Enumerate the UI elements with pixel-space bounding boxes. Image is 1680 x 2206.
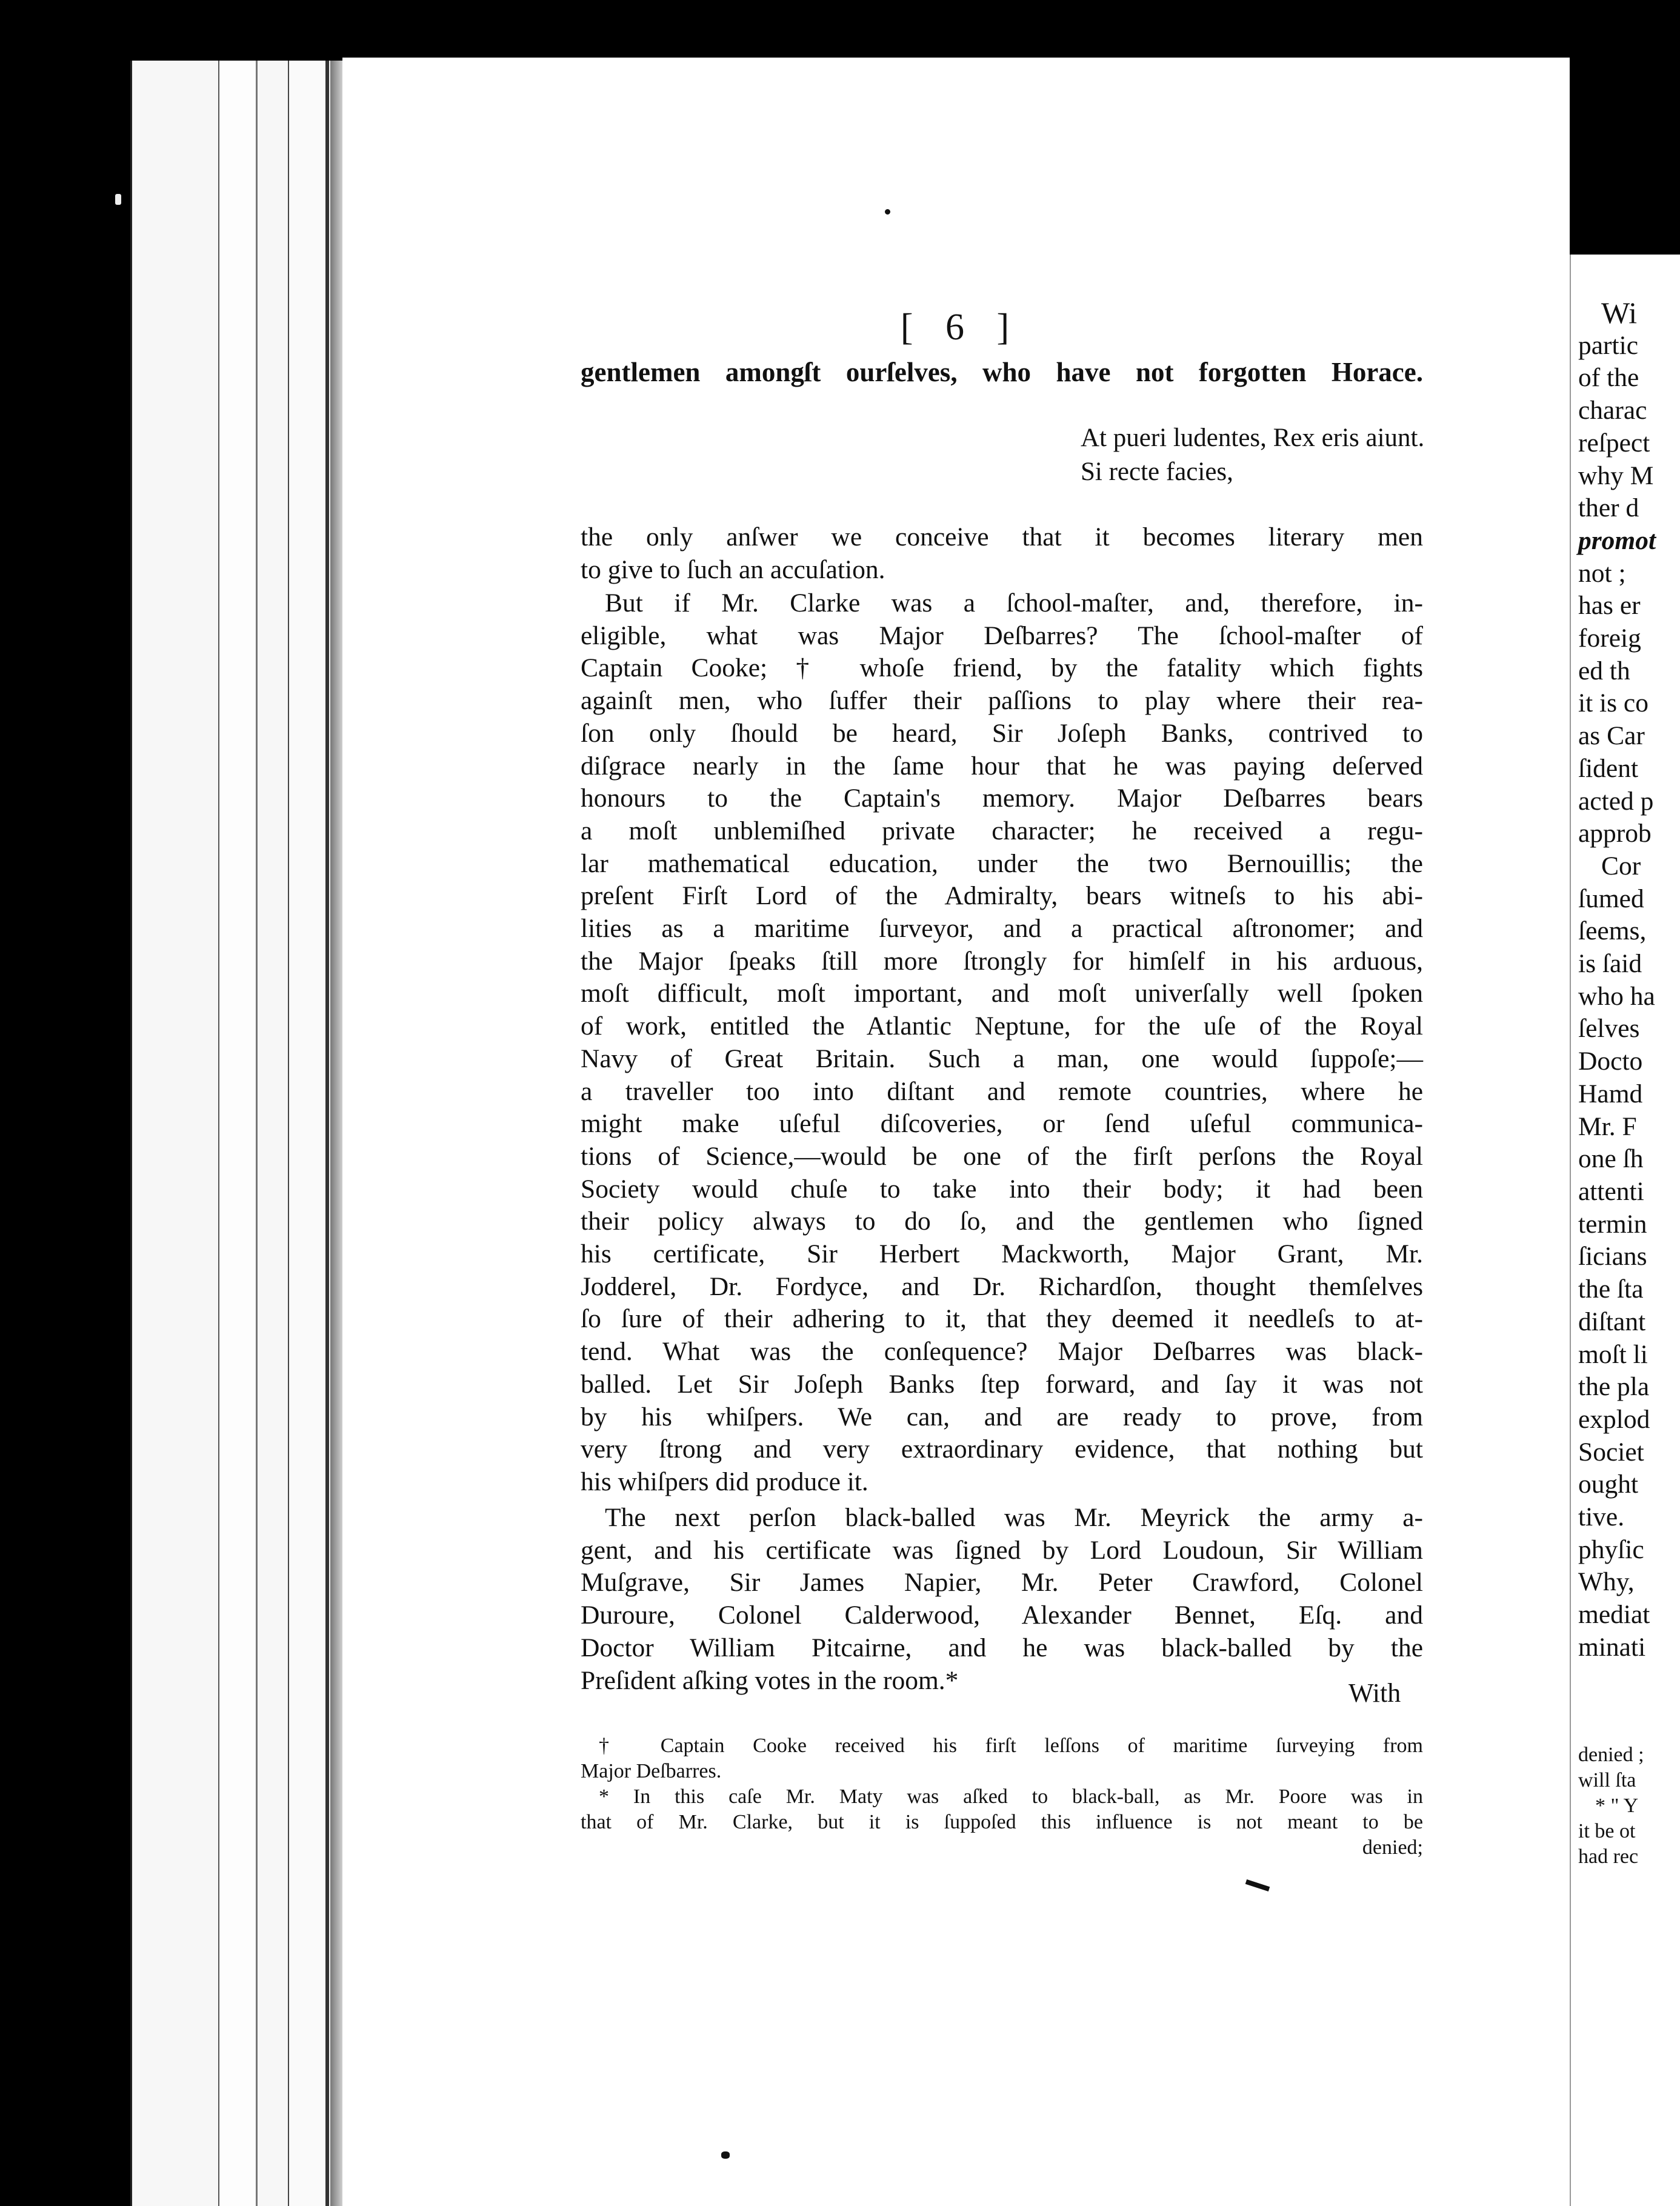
text-line: ſident: [1578, 753, 1639, 783]
paragraph-3: [581, 1502, 1680, 1697]
text-line: balled. Let Sir Joſeph Banks ſtep forward, and ſay it was not: [581, 1369, 1423, 1399]
text-line: gentlemen amongſt ourſelves, who have not forgotten Horace.: [581, 357, 1423, 387]
footnotes: [581, 1733, 1423, 1861]
text-line: Why,: [1578, 1567, 1635, 1597]
paragraph-2: [581, 587, 1680, 1499]
text-line: to give to ſuch an accuſation.: [581, 555, 885, 584]
text-line: honours to the Captain's memory. Major Deſbarres bears: [581, 784, 1423, 813]
text-line: But if Mr. Clarke was a ſchool-maſter, and, therefore, in-: [605, 588, 1423, 618]
text-line: very ſtrong and very extraordinary evidence, that nothing but: [581, 1435, 1423, 1464]
footnote-line: Major Deſbarres.: [581, 1760, 722, 1782]
text-line: Duroure, Colonel Calderwood, Alexander Bennet, Eſq. and: [581, 1601, 1423, 1630]
text-line: his whiſpers did produce it.: [581, 1467, 868, 1496]
gutter-shadow: [330, 61, 342, 2206]
text-line: Captain Cooke; † whoſe friend, by the fatality which fights: [581, 653, 1423, 683]
text-line: Cor: [1601, 851, 1641, 881]
text-line: moſt li: [1578, 1339, 1648, 1369]
footnote-line: denied ;: [1578, 1744, 1644, 1766]
text-line: diſtant: [1578, 1307, 1646, 1336]
text-line: by his whiſpers. We can, and are ready to prove, from: [581, 1402, 1423, 1431]
text-line: Hamd: [1578, 1079, 1643, 1108]
page-number: 6: [945, 307, 967, 348]
text-line: ſicians: [1578, 1242, 1647, 1271]
footnote-line: * In this caſe Mr. Maty was aſked to black-ball, as Mr. Poore was in: [599, 1785, 1423, 1808]
scan-border-left: [0, 0, 130, 2206]
footnote-line: that of Mr. Clarke, but it is ſuppoſed this influence is not meant to be: [581, 1811, 1423, 1833]
text-line: attenti: [1578, 1176, 1644, 1206]
next-page-fragment: [1570, 255, 1680, 2206]
text-line: lar mathematical education, under the two Bernouillis; the: [581, 848, 1423, 878]
ink-speck: [885, 209, 890, 215]
text-line: ther d: [1578, 493, 1639, 523]
text-line: preſent Firſt Lord of the Admiralty, bears witneſs to his abi-: [581, 881, 1423, 911]
text-line: ſumed: [1578, 884, 1644, 913]
text-line: ſo ſure of their adhering to it, that they deemed it needleſs to at-: [581, 1304, 1423, 1334]
text-line: Wi: [1601, 296, 1638, 330]
footnote-line: it be ot: [1578, 1820, 1636, 1842]
text-line: a moſt unblemiſhed private character; he received a regu-: [581, 816, 1423, 845]
text-line: Jodderel, Dr. Fordyce, and Dr. Richardſon, thought themſelves: [581, 1271, 1423, 1301]
text-line: ſon only ſhould be heard, Sir Joſeph Banks, contrived to: [581, 718, 1423, 748]
text-line: minati: [1578, 1632, 1646, 1662]
header-bracket-right: ]: [996, 307, 1012, 348]
text-line: moſt difficult, moſt important, and moſt univerſally well ſpoken: [581, 979, 1423, 1008]
text-line: Muſgrave, Sir James Napier, Mr. Peter Crawford, Colonel: [581, 1568, 1423, 1598]
next-page-text: [1571, 255, 1680, 1664]
header-bracket-left: [: [900, 307, 916, 348]
text-line: the only anſwer we conceive that it becomes literary men: [581, 522, 1423, 552]
text-line: tions of Science,—would be one of the firſt perſons the Royal: [581, 1141, 1423, 1171]
text-line: Doctor William Pitcairne, and he was black-balled by the: [581, 1633, 1423, 1662]
text-line: might make uſeful diſcoveries, or ſend uſeful communica-: [581, 1109, 1423, 1139]
text-line: Docto: [1578, 1047, 1643, 1076]
text-line: it is co: [1578, 688, 1648, 718]
text-line: Society would chuſe to take into their body; it had been: [581, 1174, 1423, 1204]
footnote-line: had rec: [1578, 1845, 1639, 1868]
next-page-footnotes: [1571, 1742, 1644, 1870]
ink-speck: [721, 2151, 730, 2159]
text-line: acted p: [1578, 786, 1654, 816]
page-header: [342, 306, 1570, 349]
footnote-line: will ſta: [1578, 1769, 1636, 1791]
text-line: approb: [1578, 819, 1652, 848]
text-line: the Major ſpeaks ſtill more ſtrongly for himſelf in his arduous,: [581, 946, 1423, 976]
text-line: foreig: [1578, 624, 1641, 653]
text-line: promot: [1578, 525, 1656, 555]
text-line: againſt men, who ſuffer their paſſions to play where their rea-: [581, 686, 1423, 716]
footnote-line: * " Y: [1595, 1794, 1639, 1817]
verse-line: Si recte facies,: [1081, 458, 1233, 486]
scan-border-top-right: [1570, 0, 1680, 255]
footnote-line: denied;: [1362, 1836, 1423, 1859]
text-line: partic: [1578, 330, 1639, 360]
text-line: explod: [1578, 1404, 1650, 1434]
page-edge: [218, 61, 258, 2206]
text-line: ſeems,: [1578, 916, 1647, 946]
text-line: reſpect: [1578, 428, 1650, 458]
ink-speck: [1245, 1879, 1270, 1891]
text-line: has er: [1578, 591, 1641, 621]
text-line: Preſident aſking votes in the room.*: [581, 1665, 959, 1695]
text-line: diſgrace nearly in the ſame hour that he was paying deſerved: [581, 751, 1423, 781]
text-line: not ;: [1578, 558, 1626, 588]
paragraph-1: [581, 521, 1680, 586]
text-line: a traveller too into diſtant and remote countries, where he: [581, 1076, 1423, 1106]
text-line: who ha: [1578, 981, 1655, 1011]
text-line: Mr. F: [1578, 1111, 1637, 1141]
text-line: the pla: [1578, 1372, 1650, 1402]
opening-line: [581, 356, 1423, 388]
text-line: ſelves: [1578, 1014, 1640, 1044]
page-edge: [288, 61, 329, 2206]
text-line: the ſta: [1578, 1275, 1644, 1304]
text-line: tive.: [1578, 1502, 1625, 1532]
text-line: their policy always to do ſo, and the gentlemen who ſigned: [581, 1207, 1423, 1236]
footnote-line: † Captain Cooke received his firſt leſſons of maritime ſurveying from: [599, 1734, 1423, 1757]
text-line: ought: [1578, 1470, 1639, 1499]
verse-line: At pueri ludentes, Rex eris aiunt.: [1081, 424, 1425, 452]
text-line: ed th: [1578, 656, 1630, 685]
scan-speck: [115, 194, 121, 205]
text-line: tend. What was the conſequence? Major Deſbarres was black-: [581, 1337, 1423, 1367]
text-line: charac: [1578, 396, 1647, 425]
latin-verse: [1081, 421, 1424, 489]
text-line: termin: [1578, 1209, 1647, 1239]
text-line: one ſh: [1578, 1144, 1644, 1174]
text-line: is ſaid: [1578, 949, 1642, 979]
text-line: Societ: [1578, 1437, 1644, 1467]
text-line: as Car: [1578, 721, 1645, 751]
text-line: his certificate, Sir Herbert Mackworth, Major Grant, Mr.: [581, 1239, 1423, 1269]
text-line: mediat: [1578, 1600, 1650, 1630]
text-line: lities as a maritime ſurveyor, and a practical aſtronomer; and: [581, 914, 1423, 944]
text-line: phyſic: [1578, 1535, 1644, 1564]
text-line: of work, entitled the Atlantic Neptune, for the uſe of the Royal: [581, 1011, 1423, 1041]
text-line: gent, and his certificate was ſigned by Lord Loudoun, Sir William: [581, 1535, 1423, 1565]
text-line: The next perſon black-balled was Mr. Meyrick the army a-: [605, 1503, 1423, 1532]
text-line: of the: [1578, 363, 1639, 393]
text-line: eligible, what was Major Deſbarres? The ſchool-maſter of: [581, 621, 1423, 650]
catchword: With: [1348, 1678, 1401, 1708]
text-line: Navy of Great Britain. Such a man, one would ſuppoſe;—: [581, 1044, 1423, 1073]
text-line: why M: [1578, 461, 1654, 490]
book-page: [342, 58, 1570, 2206]
